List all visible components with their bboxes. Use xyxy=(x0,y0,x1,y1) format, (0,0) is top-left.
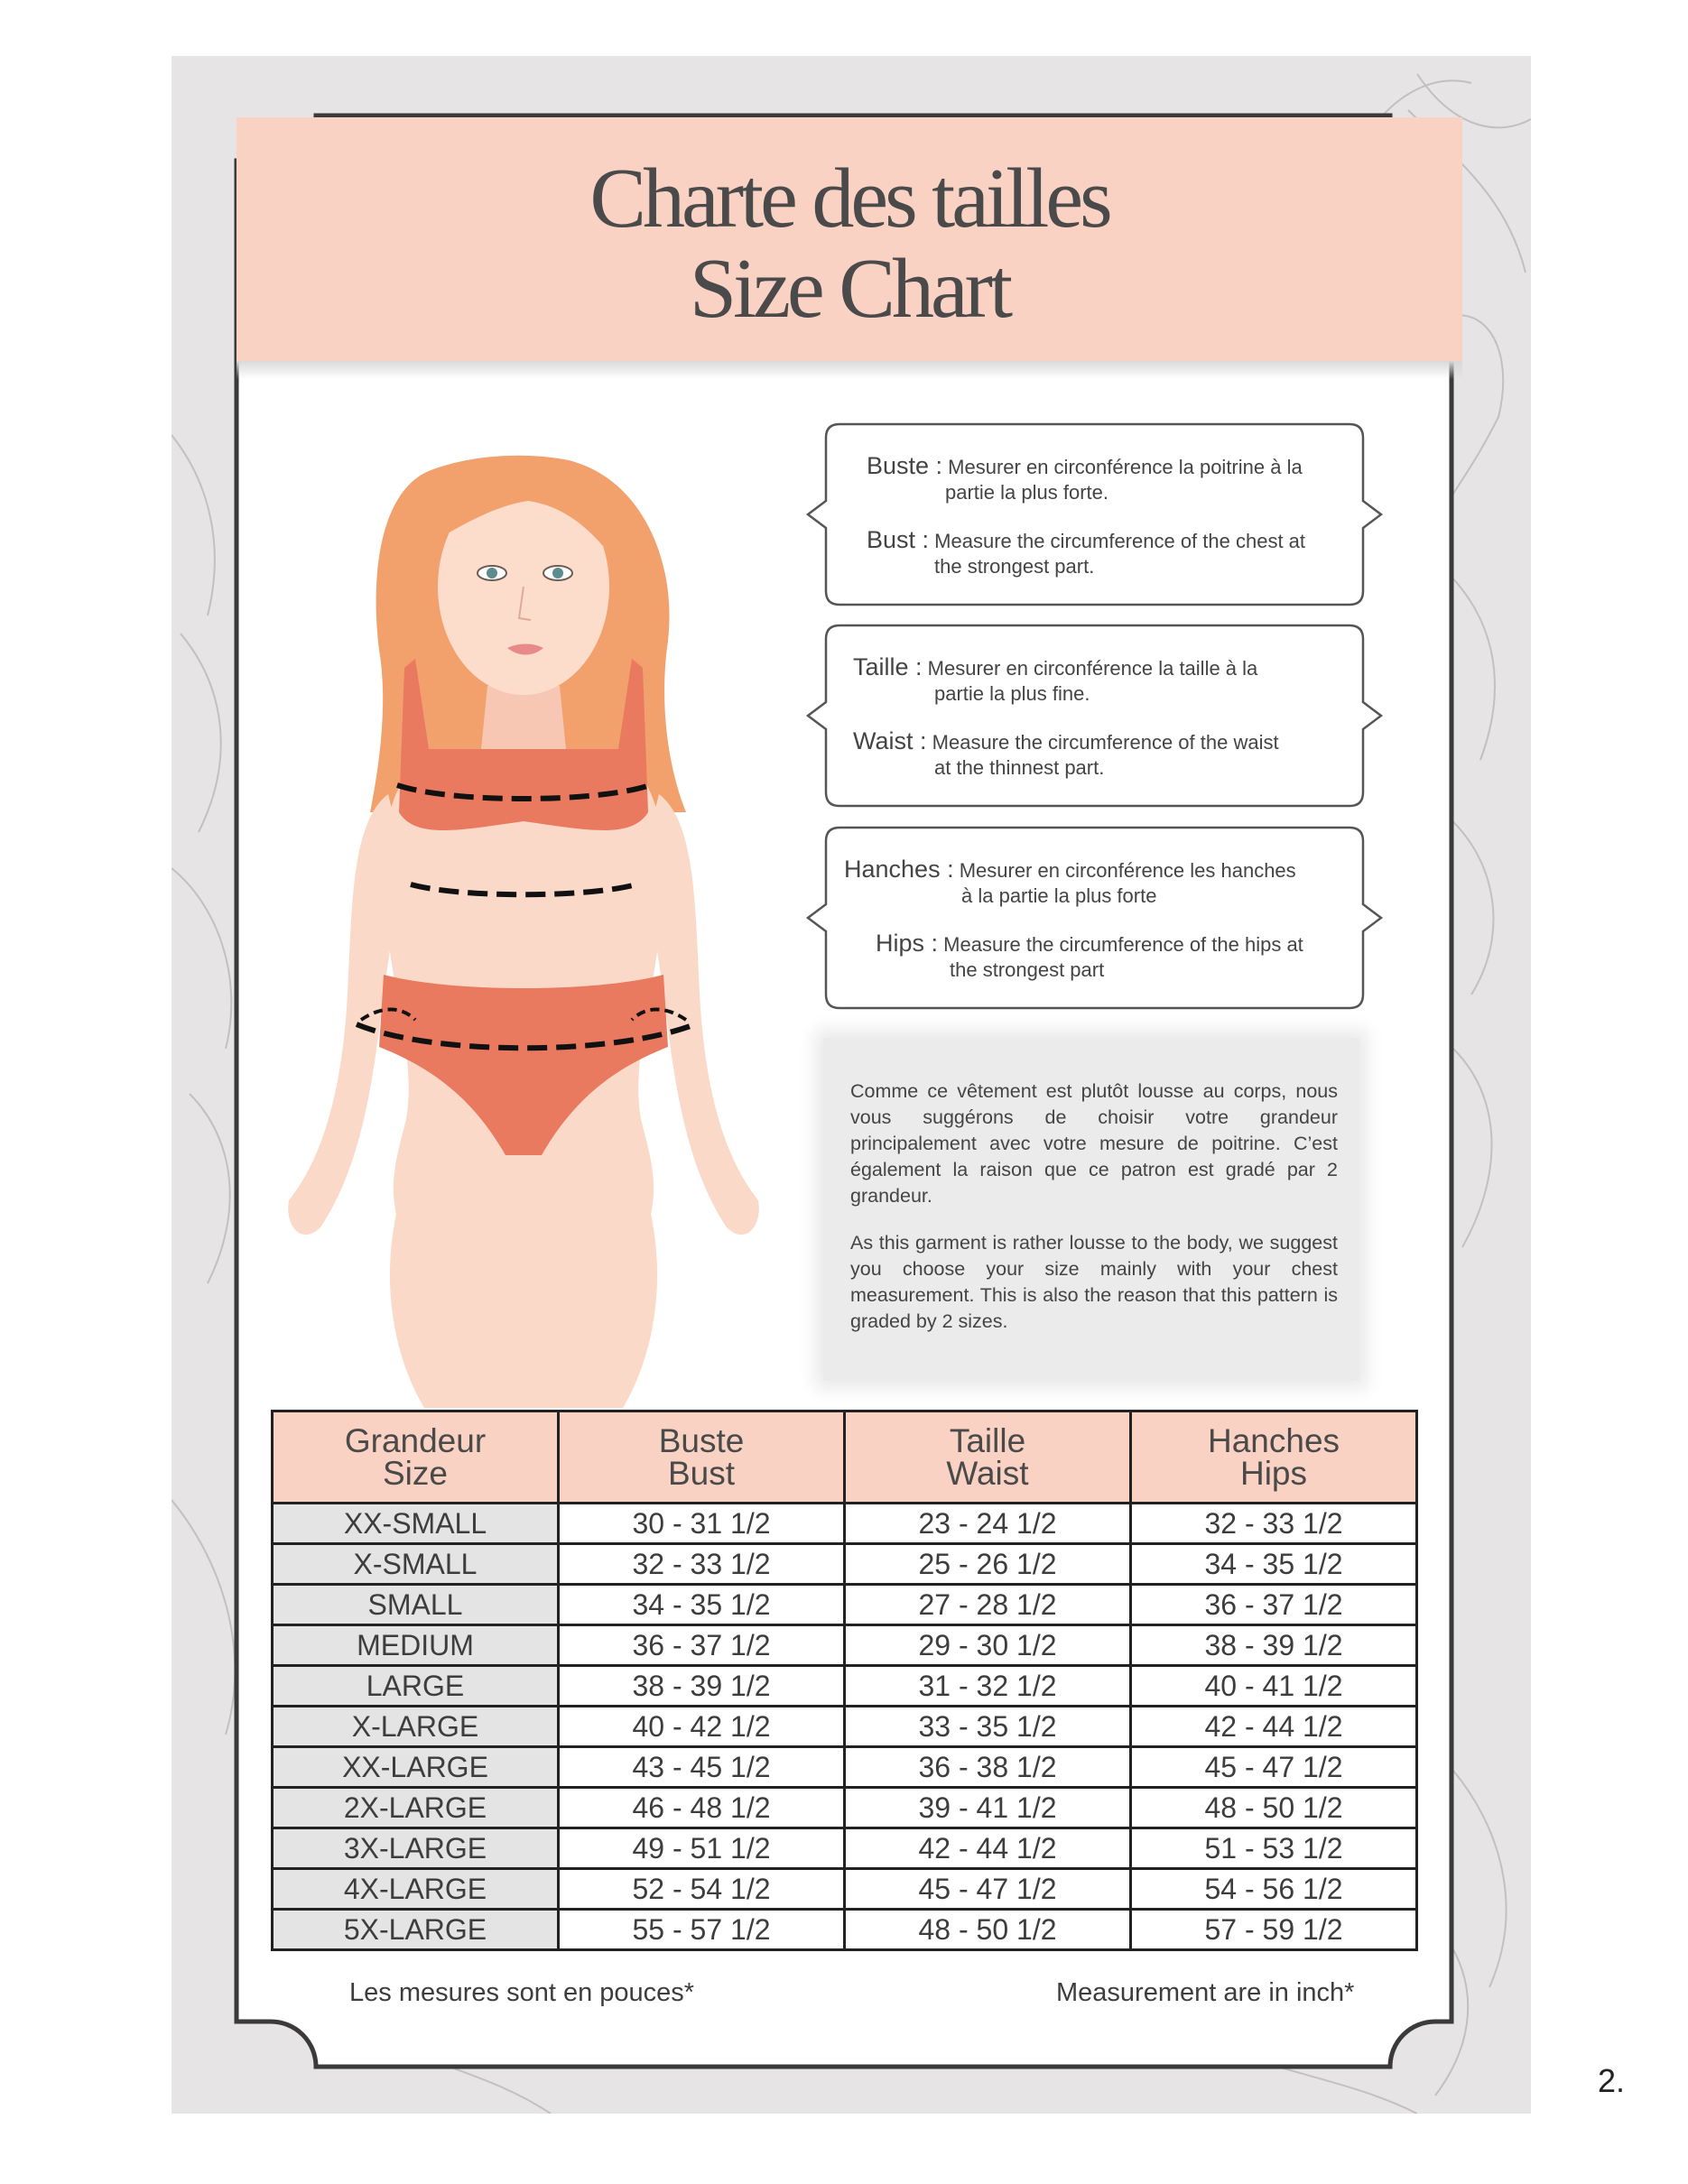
bust-cell: 40 - 42 1/2 xyxy=(559,1707,845,1747)
size-cell: 5X-LARGE xyxy=(273,1910,559,1950)
header-bust: Buste Bust xyxy=(559,1411,845,1504)
title-french: Charte des tailles xyxy=(589,152,1109,245)
hips-cell: 34 - 35 1/2 xyxy=(1131,1544,1417,1585)
table-row xyxy=(273,1625,1417,1666)
hips-en-text-1: Measure the circumference of the hips at xyxy=(943,933,1303,956)
hips-cell: 32 - 33 1/2 xyxy=(1131,1504,1417,1544)
hips-fr-text-2: à la partie la plus forte xyxy=(961,884,1157,907)
bust-cell: 36 - 37 1/2 xyxy=(559,1625,845,1666)
bust-en-text-1: Measure the circumference of the chest at xyxy=(934,530,1306,552)
bust-cell: 46 - 48 1/2 xyxy=(559,1788,845,1828)
bust-fr-text-2: partie la plus forte. xyxy=(945,481,1108,504)
size-table-header-row xyxy=(273,1411,1417,1504)
hips-en-text-2: the strongest part xyxy=(950,958,1105,981)
waist-en-text-2: at the thinnest part. xyxy=(934,756,1105,779)
waist-cell: 45 - 47 1/2 xyxy=(845,1869,1131,1910)
table-row xyxy=(273,1828,1417,1869)
bust-cell: 32 - 33 1/2 xyxy=(559,1544,845,1585)
waist-cell: 29 - 30 1/2 xyxy=(845,1625,1131,1666)
table-row xyxy=(273,1585,1417,1625)
waist-fr-text-1: Mesurer en circonférence la taille à la xyxy=(927,657,1258,680)
fit-note-english: As this garment is rather lousse to the body, we suggest you choose your size mainly with your chest measurement. This is also the reason that this pattern is graded by 2 sizes. xyxy=(850,1232,1338,1332)
size-cell: XX-SMALL xyxy=(273,1504,559,1544)
title-english: Size Chart xyxy=(689,242,1010,336)
bust-info-box xyxy=(821,420,1354,605)
waist-cell: 27 - 28 1/2 xyxy=(845,1585,1131,1625)
table-row xyxy=(273,1666,1417,1707)
footnote-english: Measurement are in inch* xyxy=(1056,1978,1355,2007)
table-row xyxy=(273,1869,1417,1910)
table-row xyxy=(273,1747,1417,1788)
waist-info-box xyxy=(821,621,1354,806)
legs xyxy=(390,1209,657,1408)
size-cell: X-SMALL xyxy=(273,1544,559,1585)
waist-cell: 39 - 41 1/2 xyxy=(845,1788,1131,1828)
table-row xyxy=(273,1504,1417,1544)
size-cell: 4X-LARGE xyxy=(273,1869,559,1910)
page-title xyxy=(237,153,1462,334)
table-row xyxy=(273,1544,1417,1585)
hips-cell: 51 - 53 1/2 xyxy=(1131,1828,1417,1869)
bust-cell: 49 - 51 1/2 xyxy=(559,1828,845,1869)
size-cell: X-LARGE xyxy=(273,1707,559,1747)
size-cell: XX-LARGE xyxy=(273,1747,559,1788)
waist-cell: 36 - 38 1/2 xyxy=(845,1747,1131,1788)
body-figure-illustration xyxy=(271,433,776,1408)
waist-cell: 31 - 32 1/2 xyxy=(845,1666,1131,1707)
waist-en-label: Waist : xyxy=(853,727,927,754)
header-waist: Taille Waist xyxy=(845,1411,1131,1504)
table-row xyxy=(273,1910,1417,1950)
title-shadow xyxy=(237,361,1462,379)
bust-cell: 38 - 39 1/2 xyxy=(559,1666,845,1707)
bust-cell: 30 - 31 1/2 xyxy=(559,1504,845,1544)
hips-cell: 57 - 59 1/2 xyxy=(1131,1910,1417,1950)
waist-en-text-1: Measure the circumference of the waist xyxy=(932,731,1279,754)
waist-fr-text-2: partie la plus fine. xyxy=(934,682,1090,705)
hips-cell: 38 - 39 1/2 xyxy=(1131,1625,1417,1666)
fit-note-french: Comme ce vêtement est plutôt lousse au corps, nous vous suggérons de choisir votre grandeur principalement avec votre mesure de poitrine. C’est également la raison que ce patron est gradé par 2 grandeur. xyxy=(850,1080,1338,1207)
bust-en-text-2: the strongest part. xyxy=(934,555,1095,578)
bust-cell: 55 - 57 1/2 xyxy=(559,1910,845,1950)
hips-info-box xyxy=(821,823,1354,1008)
hips-cell: 36 - 37 1/2 xyxy=(1131,1585,1417,1625)
waist-cell: 25 - 26 1/2 xyxy=(845,1544,1131,1585)
hips-cell: 40 - 41 1/2 xyxy=(1131,1666,1417,1707)
size-cell: 2X-LARGE xyxy=(273,1788,559,1828)
waist-cell: 48 - 50 1/2 xyxy=(845,1910,1131,1950)
bust-en-label: Bust : xyxy=(867,526,930,553)
bust-cell: 52 - 54 1/2 xyxy=(559,1869,845,1910)
bust-cell: 34 - 35 1/2 xyxy=(559,1585,845,1625)
table-row xyxy=(273,1788,1417,1828)
waist-cell: 42 - 44 1/2 xyxy=(845,1828,1131,1869)
size-cell: SMALL xyxy=(273,1585,559,1625)
header-size: Grandeur Size xyxy=(273,1411,559,1504)
hips-fr-label: Hanches : xyxy=(844,856,954,883)
fit-note xyxy=(823,1038,1359,1381)
size-cell: 3X-LARGE xyxy=(273,1828,559,1869)
bust-fr-text-1: Mesurer en circonférence la poitrine à la xyxy=(948,456,1303,478)
hips-cell: 45 - 47 1/2 xyxy=(1131,1747,1417,1788)
table-row xyxy=(273,1707,1417,1747)
size-cell: LARGE xyxy=(273,1666,559,1707)
bust-fr-label: Buste : xyxy=(867,452,943,479)
size-table xyxy=(271,1410,1418,1951)
hips-cell: 54 - 56 1/2 xyxy=(1131,1869,1417,1910)
hips-en-label: Hips : xyxy=(876,930,939,957)
waist-cell: 33 - 35 1/2 xyxy=(845,1707,1131,1747)
waist-fr-label: Taille : xyxy=(853,653,923,680)
hips-cell: 48 - 50 1/2 xyxy=(1131,1788,1417,1828)
hips-fr-text-1: Mesurer en circonférence les hanches xyxy=(959,859,1296,882)
size-cell: MEDIUM xyxy=(273,1625,559,1666)
page-number: 2. xyxy=(1598,2062,1626,2099)
header-hips: Hanches Hips xyxy=(1131,1411,1417,1504)
bust-cell: 43 - 45 1/2 xyxy=(559,1747,845,1788)
hips-cell: 42 - 44 1/2 xyxy=(1131,1707,1417,1747)
footnote-french: Les mesures sont en pouces* xyxy=(349,1978,695,2007)
waist-cell: 23 - 24 1/2 xyxy=(845,1504,1131,1544)
